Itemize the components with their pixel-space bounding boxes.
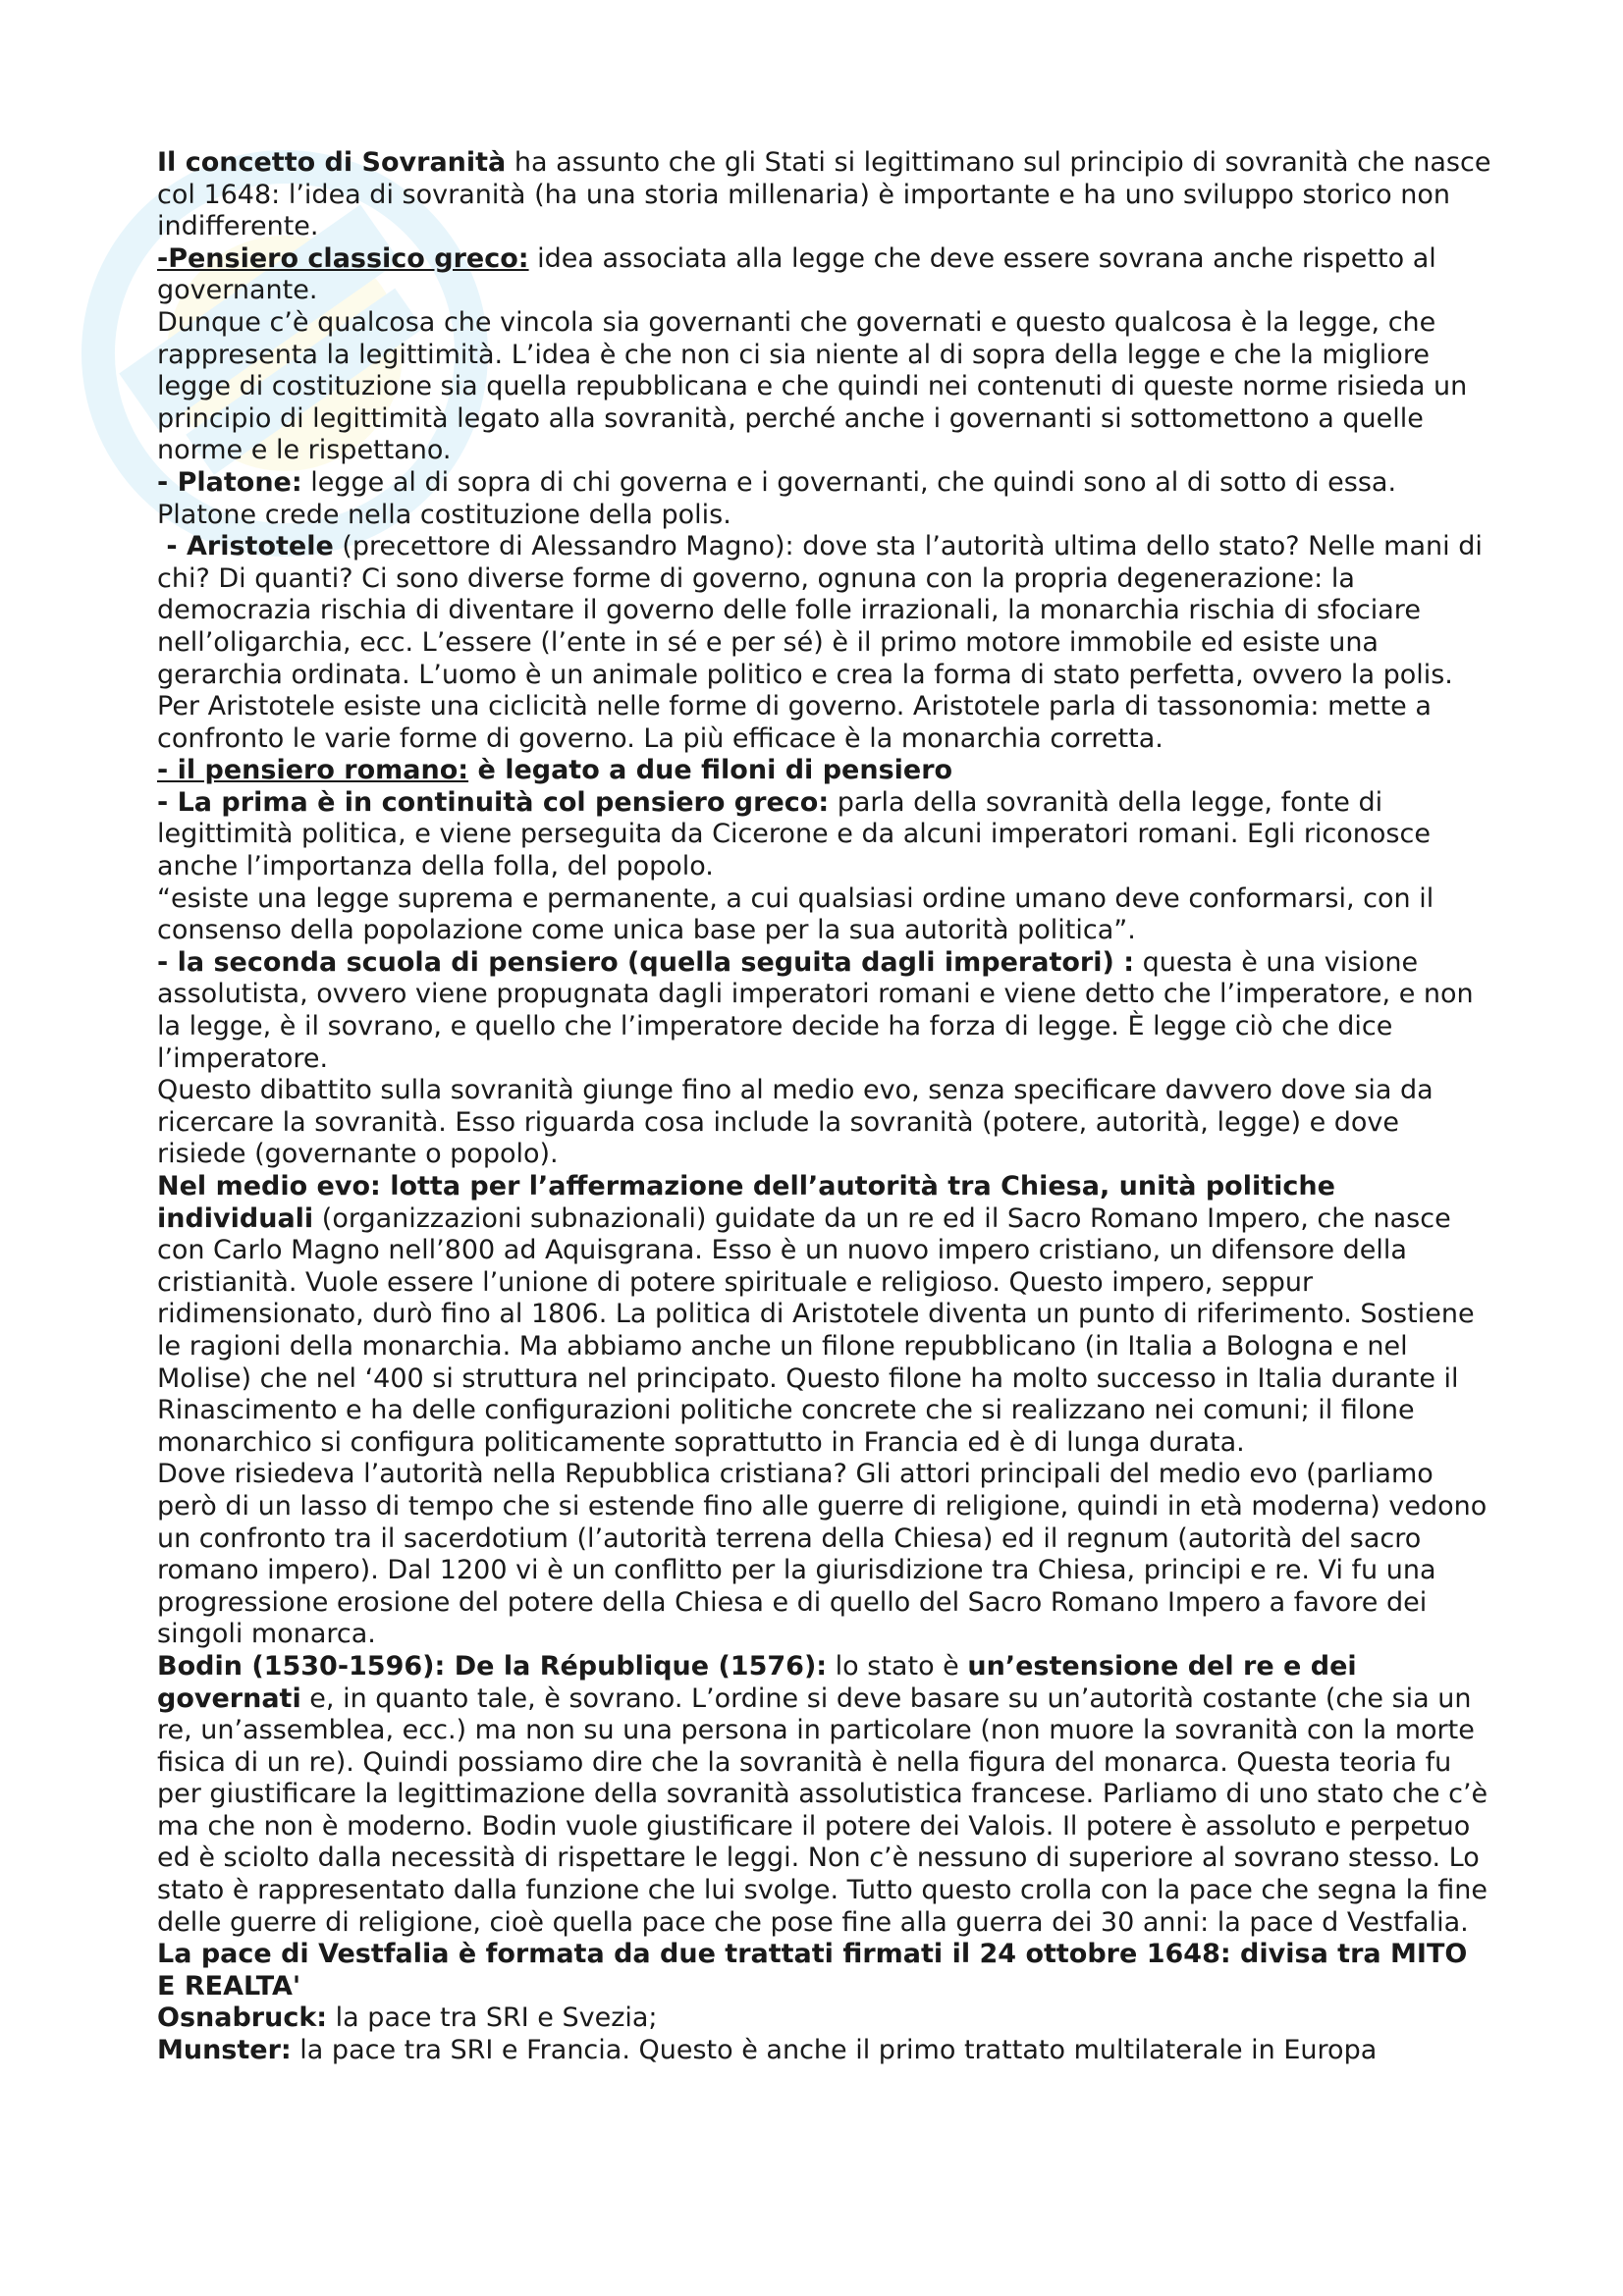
paragraph-seconda-scuola [157,947,1492,1075]
paragraph-text: lo stato è [827,1650,968,1682]
bold-text: - Aristotele [157,531,334,562]
paragraph-text: e, in quanto tale, è sovrano. L’ordine si deve basare su un’autorità costante (che sia un re, un’assemblea, ecc.) ma non su una persona in particolare (non muore la sovranità con la morte fisica di un re). Quindi possiamo dire che la sovranità è nella figura del monarca. Questa teoria fu per giustificare la legittimazione della sovranità assolutistica francese. Parliamo di uno stato che c’è ma che non è moderno. Bodin vuole giustificare il potere dei Valois. Il potere è assoluto e perpetuo ed è sciolto dalla necessità di rispettare le leggi. Non c’è nessuno di superiore al sovrano stesso. Lo stato è rappresentato dalla funzione che lui svolge. Tutto questo crolla con la pace che segna la fine delle guerre di religione, cioè quella pace che pose fine alla guerra dei 30 anni: la pace d Vestfalia. [157,1682,1488,1938]
bold-text: La pace di Vestfalia è formata da due trattati firmati il 24 ottobre 1648: divisa tra MITO E REALTA' [157,1939,1468,2002]
bold-text: è legato a due filoni di pensiero [468,755,953,786]
bold-text: - Platone: [157,466,302,498]
paragraph-vestfalia [157,1939,1492,2002]
bold-text: Il concetto di Sovranità [157,147,507,178]
paragraph-dibattito [157,1075,1492,1171]
section-heading: - il pensiero romano: [157,755,469,786]
paragraph-text: questa è una visione assolutista, ovvero viene propugnata dagli imperatori romani e viene detto che l’imperatore, e non la legge, è il sovrano, e quello che l’imperatore decide ha forza di legge. È legge ciò che dice l’imperatore. [157,946,1474,1074]
paragraph-repubblica-cristiana [157,1459,1492,1651]
bold-text: un’estensione del re e dei governati [157,1650,1357,1714]
bold-text: Bodin (1530-1596): De la République (1576): [157,1650,828,1682]
paragraph-text: (precettore di Alessandro Magno): dove sta l’autorità ultima dello stato? Nelle mani di chi? Di quanti? Ci sono diverse forme di governo, ognuna con la propria degenerazione: la democrazia rischia di diventare il governo delle folle irrazionali, la monarchia rischia di sfociare nell’oligarchia, ecc. L’essere (l’ente in sé e per sé) è il primo motore immobile ed esiste una gerarchia ordinata. L’uomo è un animale politico e crea la forma di stato perfetta, ovvero la polis. Per Aristotele esiste una ciclicità nelle forme di governo. Aristotele parla di tassonomia: mette a confronto le varie forme di governo. La più efficace è la monarchia corretta. [157,531,1483,754]
paragraph-prima-scuola [157,787,1492,883]
paragraph-text: (organizzazioni subnazionali) guidate da un re ed il Sacro Romano Impero, che nasce con Carlo Magno nell’800 ad Aquisgrana. Esso è un nuovo impero cristiano, un difensore della cristianità. Vuole essere l’unione di potere spirituale e religioso. Questo impero, seppur ridimensionato, durò fino al 1806. La politica di Aristotele diventa un punto di riferimento. Sostiene le ragioni della monarchia. Ma abbiamo anche un filone repubblicano (in Italia a Bologna e nel Molise) che nel ‘400 si struttura nel principato. Questo filone ha molto successo in Italia durante il Rinascimento e ha delle configurazioni politiche concrete che si realizzano nei comuni; il filone monarchico si configura politicamente soprattutto in Francia ed è di lunga durata. [157,1202,1475,1458]
paragraph-osnabruck [157,2002,1492,2035]
paragraph-platone [157,467,1492,531]
paragraph-aristotele [157,531,1492,755]
paragraph-text: Questo dibattito sulla sovranità giunge fino al medio evo, senza specificare davvero dove sia da ricercare la sovranità. Esso riguarda cosa include la sovranità (potere, autorità, legge) e dove risiede (governante o popolo). [157,1075,1434,1170]
paragraph-text: la pace tra SRI e Francia. Questo è anche il primo trattato multilaterale in Europa [291,2035,1378,2066]
paragraph-text: legge al di sopra di chi governa e i governanti, che quindi sono al di sotto di essa. Platone crede nella costituzione della polis. [157,466,1397,530]
document-body [157,147,1492,2067]
bold-text: - la seconda scuola di pensiero (quella seguita dagli imperatori) : [157,946,1135,978]
paragraph-text: Dunque c’è qualcosa che vincola sia governanti che governati e questo qualcosa è la legge, che rappresenta la legittimità. L’idea è che non ci sia niente al di sopra della legge e che la migliore legge di costituzione sia quella repubblicana e che quindi nei contenuti di queste norme risieda un principio di legittimità legato alla sovranità, perché anche i governanti si sottomettono a quelle norme e le rispettano. [157,306,1468,466]
paragraph-munster [157,2035,1492,2067]
section-heading: -Pensiero classico greco: [157,242,529,274]
bold-text: Nel medio evo: lotta per l’affermazione dell’autorità tra Chiesa, unità politiche individuali [157,1171,1335,1234]
paragraph-text: Dove risiedeva l’autorità nella Repubblica cristiana? Gli attori principali del medio evo (parliamo però di un lasso di tempo che si estende fino alle guerre di religione, quindi in età moderna) vedono un confronto tra il sacerdotium (l’autorità terrena della Chiesa) ed il regnum (autorità del sacro romano impero). Dal 1200 vi è un conflitto per la giurisdizione tra Chiesa, principi e re. Vi fu una progressione erosione del potere della Chiesa e di quello del Sacro Romano Impero a favore dei singoli monarca. [157,1459,1488,1650]
paragraph-text: la pace tra SRI e Svezia; [327,2002,658,2034]
paragraph-text: idea associata alla legge che deve essere sovrana anche rispetto al governante. [157,242,1436,306]
paragraph-bodin [157,1651,1492,1939]
paragraph-text: parla della sovranità della legge, fonte di legittimità politica, e viene perseguita da Cicerone e da alcuni imperatori romani. Egli riconosce anche l’importanza della folla, del popolo. [157,786,1431,882]
bold-text: - La prima è in continuità col pensiero greco: [157,786,830,818]
paragraph-medio-evo [157,1171,1492,1459]
paragraph-text: “esiste una legge suprema e permanente, a cui qualsiasi ordine umano deve conformarsi, con il consenso della popolazione come unica base per la sua autorità politica”. [157,882,1434,946]
paragraph-pensiero-romano [157,755,1492,787]
paragraph-quote [157,883,1492,947]
paragraph-legge [157,307,1492,467]
bold-text: Munster: [157,2035,292,2066]
bold-text: Osnabruck: [157,2002,328,2034]
paragraph-sovranita [157,147,1492,243]
paragraph-text: ha assunto che gli Stati si legittimano sul principio di sovranità che nasce col 1648: l’idea di sovranità (ha una storia millenaria) è importante e ha uno sviluppo storico non indifferente. [157,147,1491,242]
paragraph-pensiero-greco [157,243,1492,307]
